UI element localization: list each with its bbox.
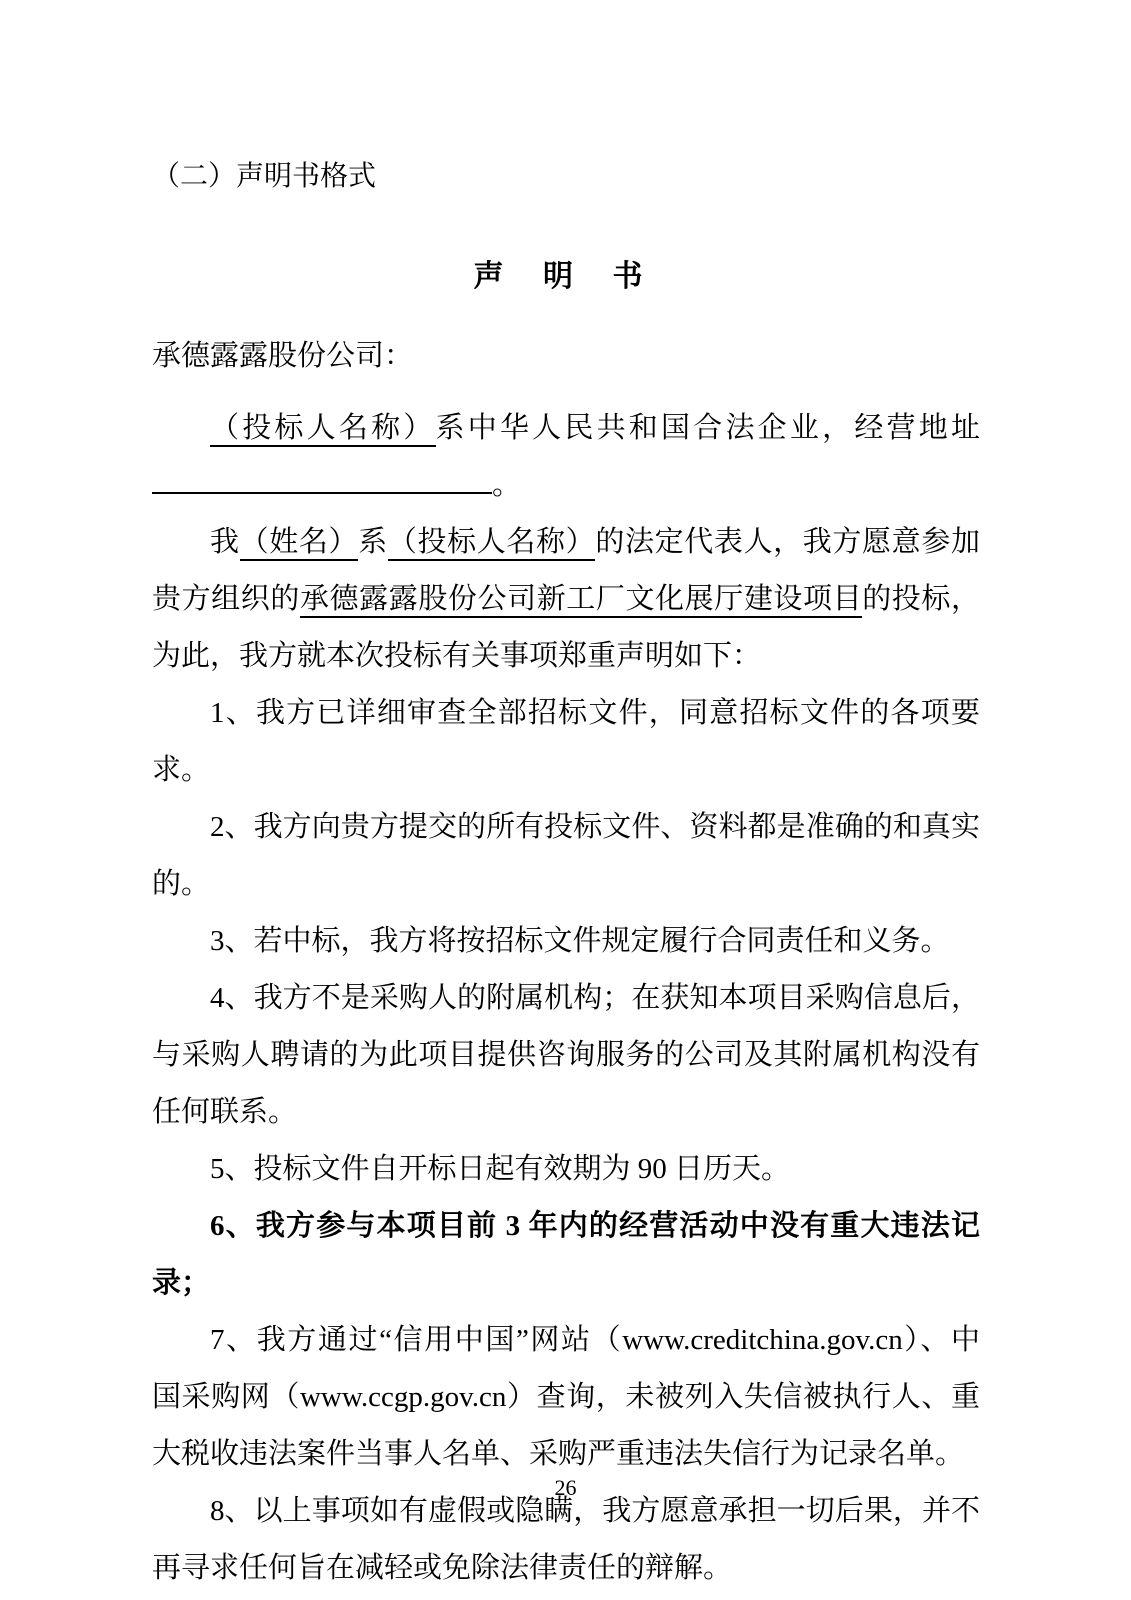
paragraph	[152, 913, 980, 970]
paragraph	[152, 970, 980, 1141]
underlined-text-run: （姓名）	[240, 526, 359, 561]
text-run: 6、我方参与本项目前 3 年内的经营活动中没有重大违法记录；	[152, 1210, 980, 1299]
salutation: 承德露露股份公司：	[152, 340, 414, 372]
text-run: 我	[210, 526, 240, 558]
text-run: 4、我方不是采购人的附属机构；在获知本项目采购信息后，与采购人聘请的为此项目提供咨询服务的公司及其附属机构没有任何联系。	[152, 982, 980, 1128]
underlined-text-run: （投标人名称）	[210, 412, 436, 447]
text-run: 8、以上事项如有虚假或隐瞒，我方愿意承担一切后果，并不再寻求任何旨在减轻或免除法律责任的辩解。	[152, 1495, 980, 1584]
text-run: 7、我方通过“信用中国”网站（www.creditchina.gov.cn）、中国采购网（www.ccgp.gov.cn）查询，未被列入失信被执行人、重大税收违法案件当事人名单、采购严重违法失信行为记录名单。	[152, 1324, 980, 1470]
text-run: 系	[358, 526, 388, 558]
text-run: 系中华人民共和国合法企业，经营地址	[435, 412, 980, 444]
text-run: 3、若中标，我方将按招标文件规定履行合同责任和义务。	[210, 925, 950, 957]
document-title: 声 明 书	[473, 260, 659, 293]
fill-in-blank	[152, 463, 492, 494]
paragraph	[152, 1198, 980, 1312]
paragraph	[152, 1312, 980, 1483]
paragraph	[152, 1483, 980, 1597]
text-run: 的投标，为此，我方就本次投标有关事项郑重声明如下：	[152, 583, 980, 672]
text-run: 2、我方向贵方提交的所有投标文件、资料都是准确的和真实的。	[152, 811, 980, 900]
paragraph	[152, 514, 980, 685]
paragraph	[152, 1141, 980, 1198]
text-run: 的法定代表人，我方愿意参加贵方组织的	[152, 526, 980, 615]
paragraph	[152, 685, 980, 799]
page-number: 26	[554, 1475, 577, 1500]
document-body	[152, 400, 980, 1597]
text-run: 1、我方已详细审查全部招标文件，同意招标文件的各项要求。	[152, 697, 980, 786]
paragraph	[152, 799, 980, 913]
paragraph	[152, 400, 980, 514]
text-run: 。	[492, 469, 522, 501]
underlined-text-run: （投标人名称）	[388, 526, 595, 561]
text-run: 5、投标文件自开标日起有效期为 90 日历天。	[210, 1153, 791, 1185]
underlined-text-run: 承德露露股份公司新工厂文化展厅建设项目	[300, 583, 862, 618]
section-heading: （二）声明书格式	[152, 161, 377, 192]
